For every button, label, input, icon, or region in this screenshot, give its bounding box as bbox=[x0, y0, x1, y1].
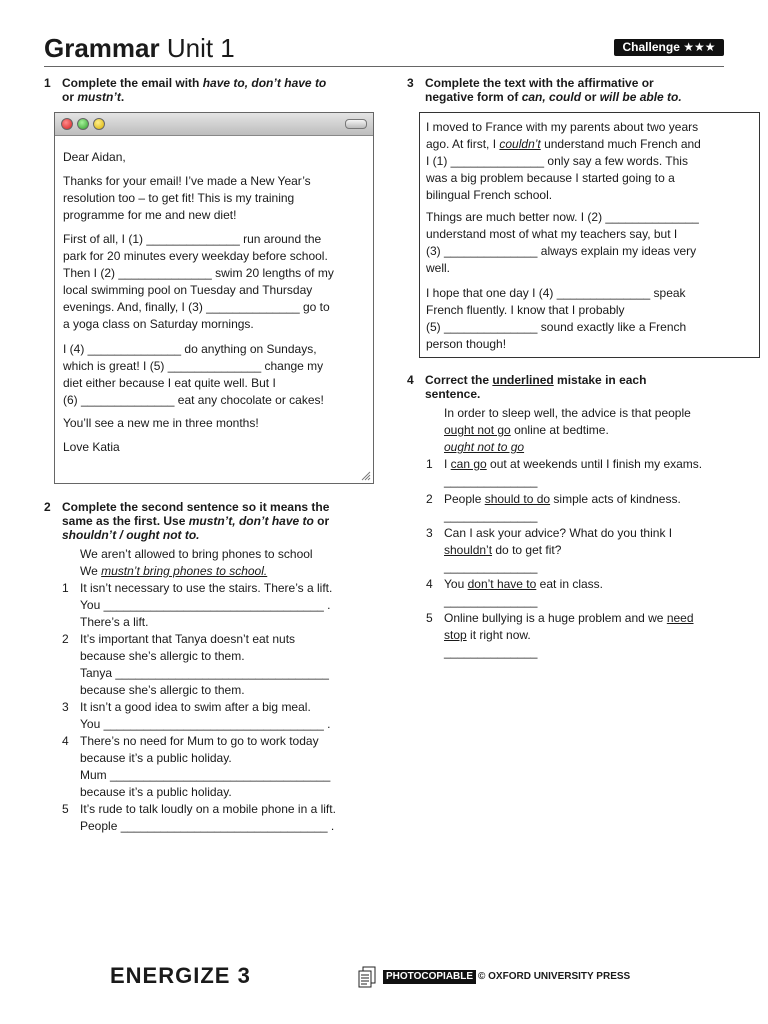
text-paragraph-1: I moved to France with my parents about two years ago. At first, I couldn’t understand much French and I (1) ______________ only say a few words. This was a big problem because I started going to a bilingual French school. bbox=[426, 120, 701, 202]
photocopiable-badge: PHOTOCOPIABLE bbox=[383, 970, 476, 984]
header-divider bbox=[44, 66, 724, 67]
exercise-1-instructions: 1 Complete the email with have to, don’t have to or mustn’t. bbox=[44, 76, 327, 104]
exercise-2-instructions: 2 Complete the second sentence so it means the same as the first. Use mustn’t, don’t have to or shouldn’t / ought not to. bbox=[44, 500, 330, 542]
exercise-2-item-number: 5 bbox=[62, 802, 69, 816]
exercise-2-item-number: 3 bbox=[62, 700, 69, 714]
exercise-2-example: We aren’t allowed to bring phones to school We mustn’t bring phones to school. bbox=[80, 547, 313, 578]
minimize-icon bbox=[93, 118, 105, 130]
email-paragraph-1: Thanks for your email! I’ve made a New Year’s resolution too – to get fit! This is my training programme for me and new diet! bbox=[63, 174, 311, 222]
answer-blank: ______________ bbox=[444, 509, 538, 523]
exercise-4-item: People should to do simple acts of kindness. ______________ bbox=[444, 492, 681, 523]
answer-blank: ______________ bbox=[444, 560, 538, 574]
exercise-2-item: It’s important that Tanya doesn’t eat nuts because she’s allergic to them. Tanya ________________________________ because she’s allergic to them. bbox=[80, 632, 329, 697]
exercise-4-item-number: 3 bbox=[426, 526, 433, 540]
answer-blank: ______________ bbox=[444, 645, 538, 659]
exercise-4-item-number: 5 bbox=[426, 611, 433, 625]
maximize-icon bbox=[77, 118, 89, 130]
email-title-bar bbox=[55, 113, 373, 136]
close-icon bbox=[61, 118, 73, 130]
exercise-2-item-number: 4 bbox=[62, 734, 69, 748]
exercise-4-item: Can I ask your advice? What do you think I shouldn’t do to get fit? ______________ bbox=[444, 526, 673, 574]
email-window bbox=[54, 112, 374, 484]
exercise-4-item-number: 4 bbox=[426, 577, 433, 591]
publisher-credit: © OXFORD UNIVERSITY PRESS bbox=[478, 971, 631, 982]
exercise-2-item-number: 2 bbox=[62, 632, 69, 646]
exercise-2-item: There’s no need for Mum to go to work today because it’s a public holiday. Mum _________________________________ because it’s a public holiday. bbox=[80, 734, 331, 799]
exercise-4-example: In order to sleep well, the advice is that people ought not go online at bedtime. ought not to go bbox=[444, 406, 691, 454]
exercise-2-item: It isn’t a good idea to swim after a big meal. You _________________________________ . bbox=[80, 700, 331, 731]
exercise-4-instructions: 4 Correct the underlined mistake in each sentence. bbox=[407, 373, 647, 401]
energize-logo: ENERGIZE 3 bbox=[110, 963, 251, 988]
exercise-3-instructions: 3 Complete the text with the affirmative or negative form of can, could or will be able to. bbox=[407, 76, 682, 104]
exercise-4-item: I can go out at weekends until I finish my exams. ______________ bbox=[444, 457, 703, 488]
exercise-2-item: It isn’t necessary to use the stairs. There’s a lift. You _________________________________ . There’s a lift. bbox=[80, 581, 333, 629]
email-greeting: Dear Aidan, bbox=[63, 150, 126, 164]
resize-grip-icon bbox=[361, 471, 371, 481]
exercise-4-item-number: 1 bbox=[426, 457, 433, 471]
exercise-3-text-box bbox=[419, 112, 760, 358]
exercise-2-item: It’s rude to talk loudly on a mobile phone in a lift. People _______________________________ . bbox=[80, 802, 336, 833]
exercise-4-item: Online bullying is a huge problem and we need stop it right now. ______________ bbox=[444, 611, 694, 659]
text-paragraph-2: Things are much better now. I (2) ______________ understand most of what my teachers say, but I (3) ______________ always explain my ideas very well. bbox=[426, 210, 699, 275]
page-title: Grammar Unit 1 bbox=[44, 33, 235, 63]
exercise-4-item-number: 2 bbox=[426, 492, 433, 506]
email-paragraph-3: I (4) ______________ do anything on Sundays, which is great! I (5) ______________ change my diet either because I eat quite well. But I (6) ______________ eat any chocolate or cakes! bbox=[63, 342, 324, 407]
text-paragraph-3: I hope that one day I (4) ______________ speak French fluently. I know that I probably (5) ______________ sound exactly like a French person though! bbox=[426, 286, 687, 351]
answer-blank: ______________ bbox=[444, 474, 538, 488]
challenge-badge: Challenge ★★★ bbox=[614, 39, 724, 56]
window-button-icon bbox=[345, 119, 367, 129]
email-paragraph-2: First of all, I (1) ______________ run around the park for 20 minutes every weekday before school. Then I (2) ______________ swim 20 lengths of my local swimming pool on Tuesday and Thursday evenings. And, finally, I (3) ______________ go to a yoga class on Saturday mornings. bbox=[63, 232, 334, 331]
exercise-2-item-number: 1 bbox=[62, 581, 69, 595]
answer-blank: ______________ bbox=[444, 594, 538, 608]
photocopy-icon bbox=[358, 966, 376, 988]
exercise-4-item: You don’t have to eat in class. ______________ bbox=[444, 577, 604, 608]
email-paragraph-4: You’ll see a new me in three months! bbox=[63, 416, 259, 430]
email-signoff: Love Katia bbox=[63, 440, 120, 454]
